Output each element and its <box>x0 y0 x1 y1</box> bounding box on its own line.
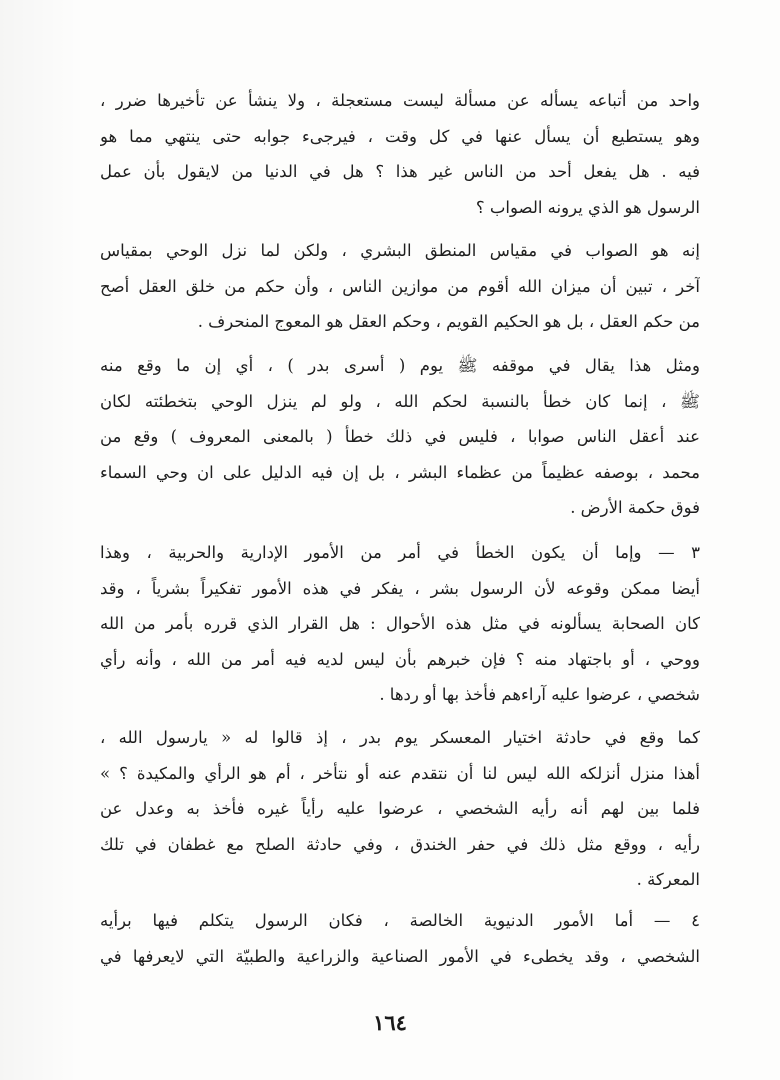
paragraph-line: عند أعقل الناس صوابا ، فليس في ذلك خطأ ( بالمعنى المعروف ) وقع من <box>100 427 700 446</box>
paragraph-5 <box>100 720 700 898</box>
paragraph-line: فيه . هل يفعل أحد من الناس غير هذا ؟ هل في الدنيا من لايقول بأن عمل <box>100 162 700 181</box>
paragraph-line: وهو يستطيع أن يسأل عنها في كل وقت ، فيرجىء جوابه حتى ينتهي مما هو <box>100 126 700 146</box>
paragraph-2 <box>100 233 700 340</box>
paragraph-line: الشخصي ، وقد يخطىء في الأمور الصناعية والزراعية والطبيّة التي لايعرفها في <box>100 946 700 966</box>
paragraph-line: ومثل هذا يقال في موقفه ﷺ يوم ( أسرى بدر ) ، أي إن ما وقع منه <box>100 356 700 375</box>
page-margin-shadow <box>0 0 78 1080</box>
paragraph-line: المعركة . <box>636 870 700 889</box>
paragraph-line: رأيه ، ووقع مثل ذلك في حفر الخندق ، وفي حادثة الصلح مع غطفان في تلك <box>100 834 700 854</box>
paragraph-line: إنه هو الصواب في مقياس المنطق البشري ، ولكن لما نزل الوحي بمقياس <box>100 241 700 260</box>
paragraph-line: آخر ، تبين أن ميزان الله أقوم من موازين الناس ، وأن حكم من خلق العقل أصح <box>100 276 700 296</box>
paragraph-line: ﷺ ، إنما كان خطأ بالنسبة لحكم الله ، ولو لم ينزل الوحي بتخطئته لكان <box>100 391 700 411</box>
paragraph-line: أهذا منزل أنزلكه الله ليس لنا أن نتقدم عنه أو نتأخر ، أم هو الرأي والمكيدة ؟ » <box>100 763 700 783</box>
paragraph-4 <box>100 535 700 713</box>
paragraph-line: محمد ، بوصفه عظيماً من عظماء البشر ، بل إن فيه الدليل على ان وحي السماء <box>100 462 700 482</box>
paragraph-6 <box>100 903 700 974</box>
paragraph-line: ٣ — وإما أن يكون الخطأ في أمر من الأمور الإدارية والحربية ، وهذا <box>100 543 700 562</box>
paragraph-line: فلما بين لهم أنه رأيه الشخصي ، عرضوا عليه رأياً غيره فأخذ به وعدل عن <box>100 799 700 818</box>
paragraph-line: ووحي ، أو باجتهاد منه ؟ فإن خبرهم بأن ليس لديه فيه أمر من الله ، وأنه رأي <box>100 649 700 669</box>
paragraph-line: من حكم العقل ، بل هو الحكيم القويم ، وحكم العقل هو المعوج المنحرف . <box>197 312 700 331</box>
paragraph-line: أيضا ممكن وقوعه لأن الرسول بشر ، يفكر في هذه الأمور تفكيراً بشرياً ، وقد <box>100 578 700 598</box>
paragraph-line: الرسول هو الذي يرونه الصواب ؟ <box>475 197 700 217</box>
paragraph-line: ٤ — أما الأمور الدنيوية الخالصة ، فكان الرسول يتكلم فيها برأيه <box>100 911 700 930</box>
paragraph-line: كان الصحابة يسألونه في مثل هذه الأحوال : هل القرار الذي قرره بأمر من الله <box>100 614 700 633</box>
paragraph-line: واحد من أتباعه يسأله عن مسألة ليست مستعجلة ، ولا ينشأ عن تأخيرها ضرر ، <box>100 91 700 110</box>
page-number: ١٦٤ <box>373 1010 407 1035</box>
paragraph-line: شخصي ، عرضوا عليه آراءهم فأخذ بها أو ردها . <box>379 685 700 704</box>
paragraph-3 <box>100 348 700 526</box>
paragraph-1 <box>100 83 700 225</box>
paragraph-line: كما وقع في حادثة اختيار المعسكر يوم بدر ، إذ قالوا له « يارسول الله ، <box>100 728 700 747</box>
paragraph-line: فوق حكمة الأرض . <box>570 498 700 517</box>
